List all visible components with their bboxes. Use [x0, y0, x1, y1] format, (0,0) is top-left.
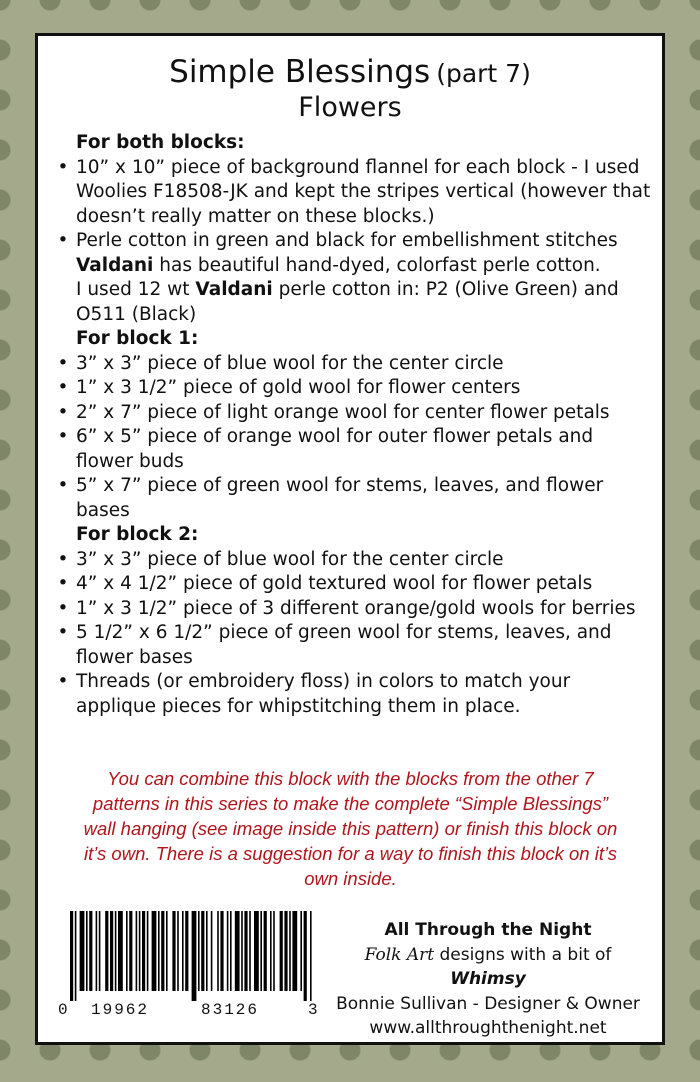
bullet-icon: • — [57, 671, 69, 692]
barcode-bar — [304, 911, 307, 1001]
company-name: All Through the Night — [384, 920, 592, 940]
barcode-bar — [152, 911, 157, 991]
barcode-bar — [177, 911, 179, 991]
list-item: • 2” x 7” piece of light orange wool for center flower petals — [56, 401, 656, 426]
barcode-bar — [139, 911, 141, 991]
page-title — [38, 54, 662, 92]
list-item: • 3” x 3” piece of blue wool for the center circle — [56, 548, 656, 573]
barcode-bar — [264, 911, 267, 991]
barcode-bar — [292, 911, 297, 991]
barcode-bars — [68, 911, 313, 1001]
barcode-digits — [58, 1001, 320, 1021]
barcode-bar — [270, 911, 272, 991]
company-owner: Bonnie Sullivan - Designer & Owner — [336, 993, 640, 1014]
barcode-bar — [75, 911, 77, 1001]
tagline-whimsy: Whimsy — [450, 969, 526, 989]
barcode-bar — [289, 911, 291, 991]
title-part: (part 7) — [436, 59, 531, 88]
section-heading-block2: For block 2: — [76, 524, 199, 545]
bullet-icon: • — [57, 377, 69, 398]
list-item: • 1” x 3 1/2” piece of gold wool for flower centers — [56, 376, 656, 401]
bullet-icon: • — [57, 548, 69, 570]
barcode-bar — [260, 911, 262, 991]
bullet-icon: • — [57, 475, 69, 496]
bullet-icon: • — [57, 622, 69, 643]
barcode-bar — [198, 911, 200, 991]
list-item: • 5” x 7” piece of green wool for stems, leaves, and flower bases — [57, 475, 604, 521]
barcode-bar — [206, 911, 208, 991]
barcode-bar — [147, 911, 149, 991]
barcode-bar — [172, 911, 175, 991]
barcode-bar — [284, 911, 287, 991]
barcode-digit-first: 0 — [58, 1001, 68, 1019]
barcode-bar — [166, 911, 168, 991]
list-item: • 5 1/2” x 6 1/2” piece of green wool for stems, leaves, and flower bases — [57, 622, 612, 668]
barcode-bar — [96, 911, 98, 991]
barcode-bar — [126, 911, 128, 991]
barcode-bar — [254, 911, 259, 991]
barcode-bar — [105, 911, 108, 991]
barcode-bar — [249, 911, 251, 991]
title-block — [38, 54, 662, 124]
barcode-digit-last: 3 — [308, 1001, 318, 1019]
bullet-icon: • — [57, 597, 69, 619]
barcode-bar — [89, 911, 92, 991]
company-tagline: Folk Art designs with a bit of Whimsy — [364, 944, 612, 989]
title-main: Simple Blessings — [169, 54, 431, 90]
list-item: • 6” x 5” piece of orange wool for outer flower petals and flower buds — [57, 426, 594, 472]
barcode-bar — [201, 911, 204, 991]
brand-name: Valdani — [195, 279, 273, 300]
barcode-bar — [244, 911, 247, 991]
barcode-bar — [118, 911, 123, 991]
list-item: • 4” x 4 1/2” piece of gold textured wool for flower petals — [56, 572, 656, 597]
company-website[interactable]: www.allthroughthenight.net — [369, 1018, 607, 1038]
barcode-bar — [241, 911, 243, 991]
barcode-group-right: 83126 — [201, 1001, 260, 1019]
barcode-bar — [129, 911, 132, 991]
barcode-bar — [310, 911, 312, 1001]
barcode-bar — [220, 911, 223, 991]
company-info — [328, 918, 648, 1041]
pattern-card — [35, 33, 665, 1045]
barcode-bar — [182, 911, 184, 991]
tagline-folk-art: Folk Art — [364, 944, 435, 965]
barcode-bar — [70, 911, 73, 1001]
list-item: • Threads (or embroidery floss) in colors to match your applique pieces for whipstitching them in place. — [57, 671, 571, 717]
barcode-group-left: 19962 — [91, 1001, 150, 1019]
barcode-bar — [80, 911, 85, 991]
barcode-bar — [161, 911, 164, 991]
barcode-bar — [192, 911, 197, 1001]
section-heading-both: For both blocks: — [76, 132, 245, 153]
list-item: • 10” x 10” piece of background flannel for each block - I used Woolies F18508-JK and kept the stripes vertical (however that doesn’t really matter on these blocks.) — [57, 156, 651, 227]
list-item: • 3” x 3” piece of blue wool for the center circle — [56, 352, 656, 377]
section-heading-block1: For block 1: — [76, 328, 199, 349]
series-note: You can combine this block with the blocks from the other 7 patterns in this series to make the complete “Simple Blessings” wall hanging (see image inside this pattern) or finish this block on it’s own. There is a suggestion for a way to finish this block on it’s own inside. — [83, 768, 618, 889]
barcode-bar — [235, 911, 240, 991]
barcode-bar — [142, 911, 145, 991]
bullet-icon: • — [57, 426, 69, 447]
bullet-icon: • — [57, 352, 69, 374]
barcode — [58, 911, 318, 1021]
barcode-bar — [211, 911, 213, 991]
barcode-bar — [115, 911, 117, 991]
barcode-bar — [158, 911, 160, 991]
barcode-bar — [280, 911, 283, 991]
bullet-icon: • — [57, 573, 69, 594]
page-subtitle: Flowers — [298, 92, 402, 123]
barcode-bar — [300, 911, 302, 991]
barcode-bar — [227, 911, 229, 991]
barcode-bar — [136, 911, 138, 991]
list-item: • Perle cotton in green and black for embellishment stitches Valdani has beautiful hand-dyed, colorfast perle cotton. I used 12 wt Valdani perle cotton in: P2 (Olive Green) and O511 (Black) — [57, 230, 619, 325]
bullet-icon: • — [57, 156, 69, 178]
bullet-icon: • — [57, 230, 69, 251]
barcode-bar — [99, 911, 101, 991]
materials-list — [56, 131, 656, 719]
barcode-bar — [217, 911, 219, 991]
barcode-bar — [230, 911, 232, 991]
brand-name: Valdani — [76, 254, 154, 276]
perle-line: Perle cotton in green and black for embellishment stitches — [76, 230, 618, 251]
list-item: • 1” x 3 1/2” piece of 3 different orange/gold wools for berries — [56, 597, 656, 622]
barcode-bar — [185, 911, 188, 991]
barcode-bar — [273, 911, 275, 991]
bullet-icon: • — [57, 401, 69, 423]
barcode-bar — [86, 911, 88, 991]
barcode-bar — [110, 911, 113, 991]
